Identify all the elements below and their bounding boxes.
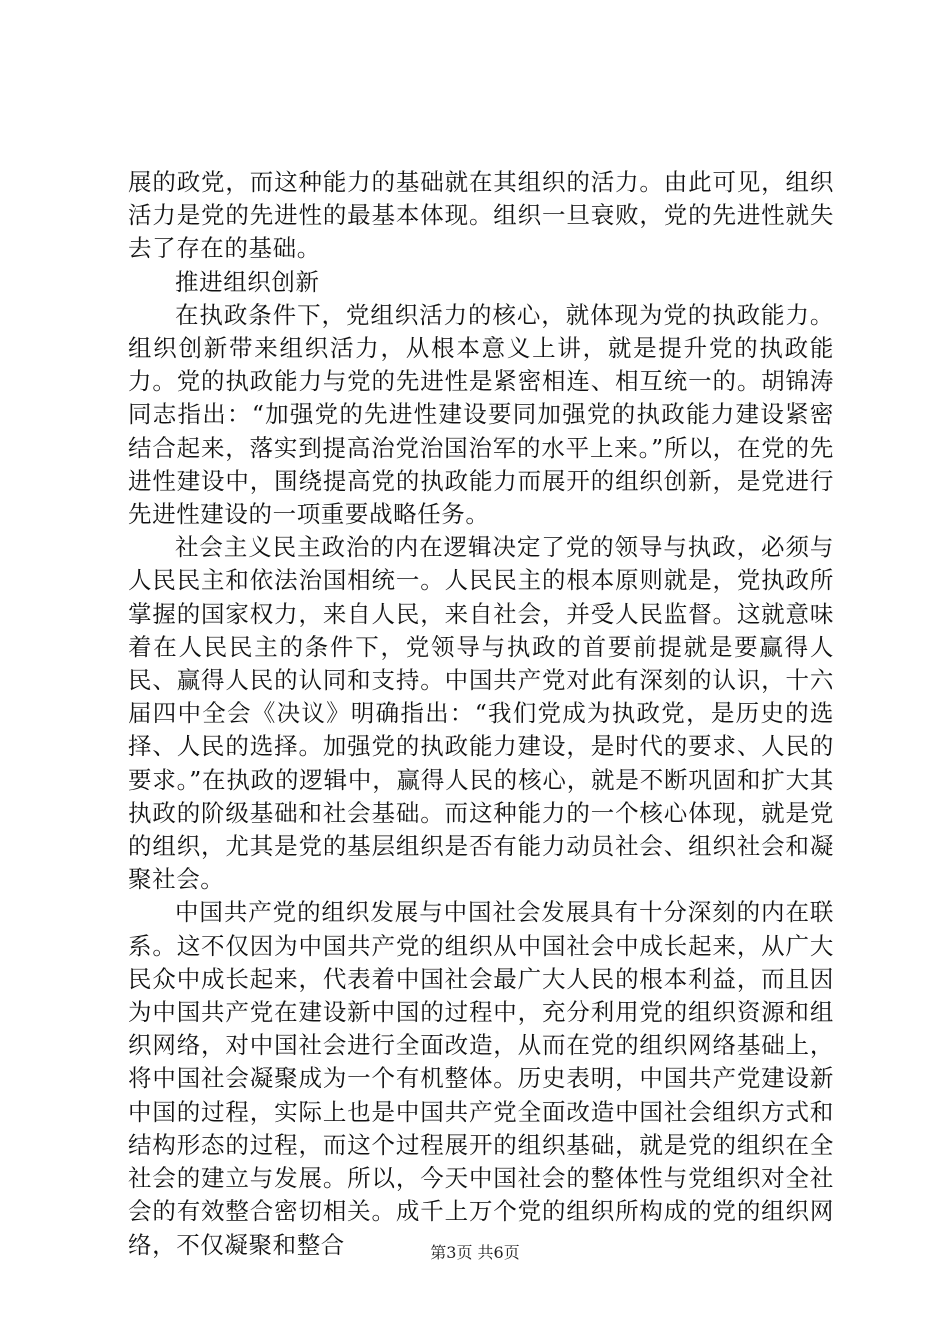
paragraph-3: 社会主义民主政治的内在逻辑决定了党的领导与执政，必须与人民民主和依法治国相统一。人民民主的根本原则就是，党执政所掌握的国家权力，来自人民，来自社会，并受人民监督。这就意味着在人民民主的条件下，党领导与执政的首要前提就是要赢得人民、赢得人民的认同和支持。中国共产党对此有深刻的认识，十六届四中全会《决议》明确指出：“我们党成为执政党，是历史的选择、人民的选择。加强党的执政能力建设，是时代的要求、人民的要求。”在执政的逻辑中，赢得人民的核心，就是不断巩固和扩大其执政的阶级基础和社会基础。而这种能力的一个核心体现，就是党的组织，尤其是党的基层组织是否有能力动员社会、组织社会和凝聚社会。 — [128, 533, 834, 894]
page-number-footer: 第3页 共6页 — [430, 1243, 520, 1262]
paragraph-4: 中国共产党的组织发展与中国社会发展具有十分深刻的内在联系。这不仅因为中国共产党的组织从中国社会中成长起来，从广大民众中成长起来，代表着中国社会最广大人民的根本利益，而且因为中国共产党在建设新中国的过程中，充分利用党的组织资源和组织网络，对中国社会进行全面改造，从而在党的组织网络基础上，将中国社会凝聚成为一个有机整体。历史表明，中国共产党建设新中国的过程，实际上也是中国共产党全面改造中国社会组织方式和结构形态的过程，而这个过程展开的组织基础，就是党的组织在全社会的建立与发展。所以，今天中国社会的整体性与党组织对全社会的有效整合密切相关。成千上万个党的组织所构成的党的组织网络，不仅凝聚和整合 — [128, 898, 834, 1259]
paragraph-1: 展的政党，而这种能力的基础就在其组织的活力。由此可见，组织活力是党的先进性的最基本体现。组织一旦衰败，党的先进性就失去了存在的基础。 — [128, 168, 834, 263]
section-heading: 推进组织创新 — [175, 267, 320, 296]
paragraph-2: 在执政条件下，党组织活力的核心，就体现为党的执政能力。组织创新带来组织活力，从根本意义上讲，就是提升党的执政能力。党的执政能力与党的先进性是紧密相连、相互统一的。胡锦涛同志指出：“加强党的先进性建设要同加强党的执政能力建设紧密结合起来，落实到提高治党治国治军的水平上来。”所以，在党的先进性建设中，围绕提高党的执政能力而展开的组织创新，是党进行先进性建设的一项重要战略任务。 — [128, 300, 834, 529]
document-body — [128, 166, 834, 1262]
